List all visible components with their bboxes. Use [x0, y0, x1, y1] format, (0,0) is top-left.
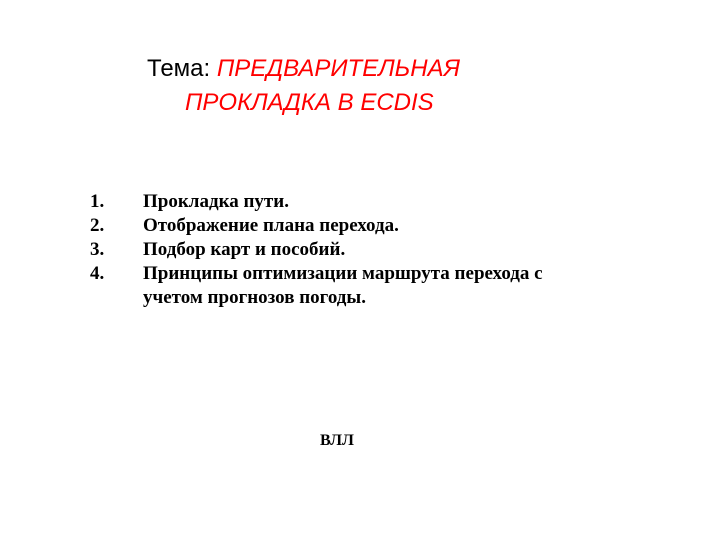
list-item-number: 4. [90, 263, 105, 284]
list-item-text: Прокладка пути. [143, 191, 289, 212]
title-line-2 [185, 86, 434, 120]
title-accent-line-1: ПРЕДВАРИТЕЛЬНАЯ [216, 55, 460, 82]
author-initials: ВЛЛ [320, 432, 354, 449]
list-item-number: 1. [90, 191, 105, 212]
title-line-1 [147, 52, 460, 86]
title-accent-line-2: ПРОКЛАДКА В ECDIS [185, 89, 434, 116]
list-item-text: Принципы оптимизации маршрута перехода с учетом прогнозов погоды. [143, 263, 543, 308]
list-item-number: 2. [90, 215, 105, 236]
list-item-number: 3. [90, 239, 105, 260]
list-item-text: Отображение плана перехода. [143, 215, 399, 236]
list-item-text: Подбор карт и пособий. [143, 239, 346, 260]
title-prefix: Тема: [147, 55, 217, 82]
